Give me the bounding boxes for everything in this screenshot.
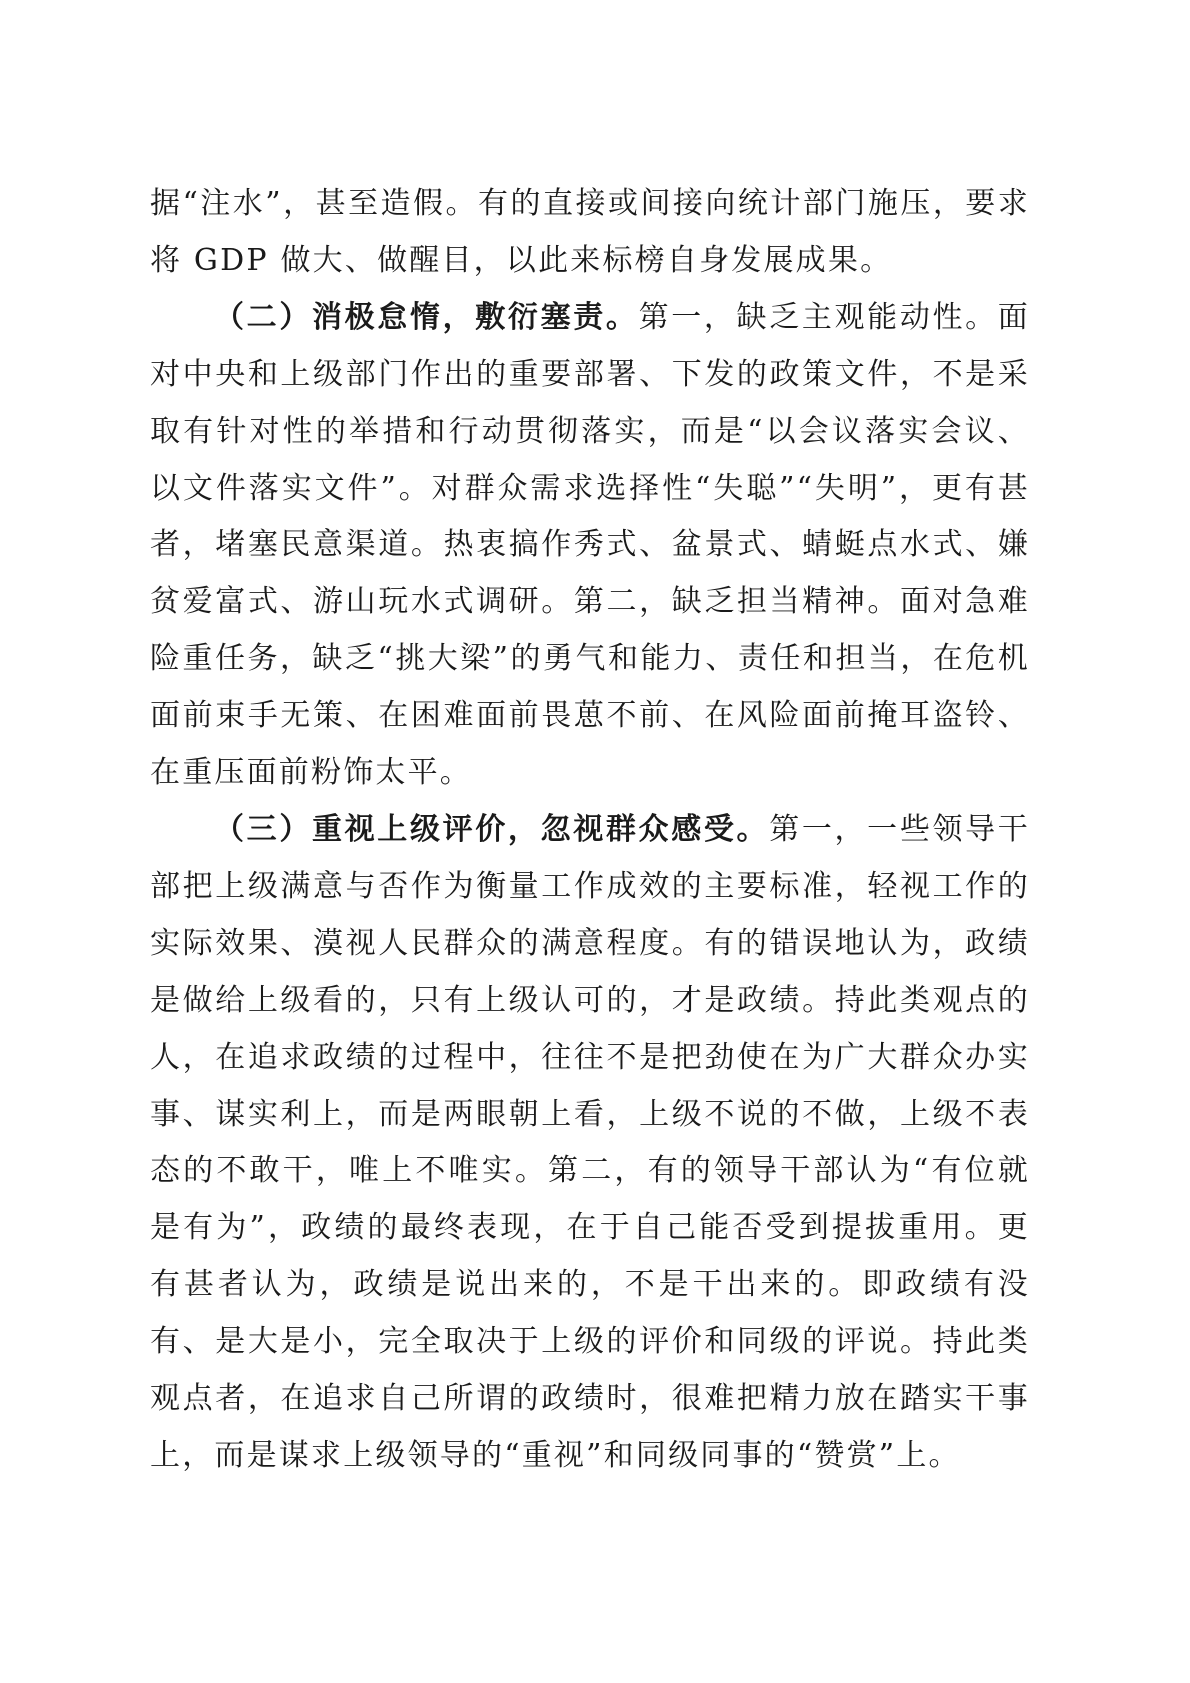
paragraph-continued xyxy=(150,176,1030,290)
paragraph-section-3 xyxy=(150,802,1030,1485)
paragraph-text: 第一，一些领导干部把上级满意与否作为衡量工作成效的主要标准，轻视工作的实际效果、漠视人民群众的满意程度。有的错误地认为，政绩是做给上级看的，只有上级认可的，才是政绩。持此类观点的人，在追求政绩的过程中，往往不是把劲使在为广大群众办实事、谋实利上，而是两眼朝上看，上级不说的不做，上级不表态的不敢干，唯上不唯实。第二，有的领导干部认为“有位就是有为”，政绩的最终表现，在于自己能否受到提拔重用。更有甚者认为，政绩是说出来的，不是干出来的。即政绩有没有、是大是小，完全取决于上级的评价和同级的评说。持此类观点者，在追求自己所谓的政绩时，很难把精力放在踏实干事上，而是谋求上级领导的“重视”和同级同事的“赞赏”上。 xyxy=(150,811,1030,1473)
paragraph-text: 第一，缺乏主观能动性。面对中央和上级部门作出的重要部署、下发的政策文件，不是采取有针对性的举措和行动贯彻落实，而是“以会议落实会议、以文件落实文件”。对群众需求选择性“失聪”“失明”，更有甚者，堵塞民意渠道。热衷搞作秀式、盆景式、蜻蜓点水式、嫌贫爱富式、游山玩水式调研。第二，缺乏担当精神。面对急难险重任务，缺乏“挑大梁”的勇气和能力、责任和担当，在危机面前束手无策、在困难面前畏葸不前、在风险面前掩耳盗铃、在重压面前粉饰太平。 xyxy=(150,299,1030,791)
paragraph-section-2 xyxy=(150,290,1030,802)
section-heading: （二）消极怠惰，敷衍塞责。 xyxy=(214,299,639,335)
section-heading: （三）重视上级评价，忽视群众感受。 xyxy=(214,811,770,847)
paragraph-text: 据“注水”，甚至造假。有的直接或间接向统计部门施压，要求将 GDP 做大、做醒目，以此来标榜自身发展成果。 xyxy=(150,186,1030,278)
document-body xyxy=(150,176,1030,1485)
